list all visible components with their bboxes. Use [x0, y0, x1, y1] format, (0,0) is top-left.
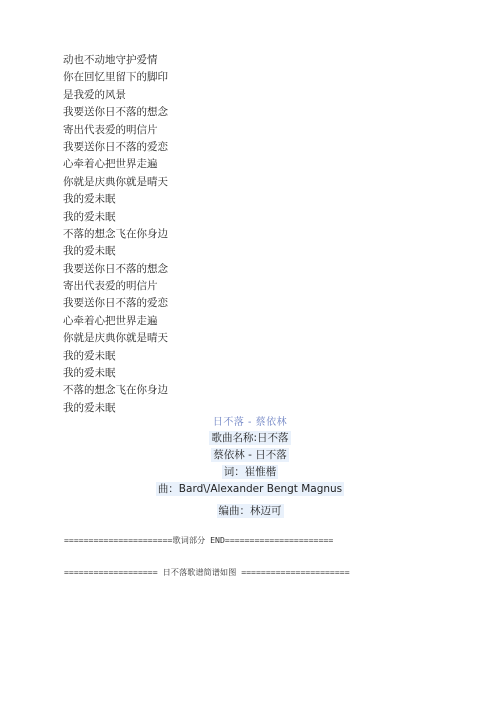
composer-credit [0, 481, 500, 496]
lyric-line: 我的爱未眠 [63, 367, 116, 380]
lyric-line: 我的爱未眠 [63, 349, 116, 362]
lyricist-text: 词：崔惟楷 [223, 466, 277, 478]
lyric-line: 你就是庆典你就是晴天 [63, 175, 168, 188]
lyric-line: 寄出代表爱的明信片 [63, 280, 158, 293]
arranger-credit [0, 503, 500, 518]
artist-text: 蔡依林 - 日不落 [213, 449, 287, 461]
lyric-line: 我要送你日不落的爱恋 [63, 297, 168, 310]
lyric-line: 你在回忆里留下的脚印 [63, 71, 168, 84]
lyric-line: 是我爱的风景 [63, 88, 126, 101]
lyric-line: 不落的想念飞在你身边 [63, 384, 168, 397]
composer-text: 曲：Bard\/Alexander Bengt Magnus [157, 483, 343, 495]
lyric-line: 寄出代表爱的明信片 [63, 123, 158, 136]
song-name-credit [0, 430, 500, 445]
lyric-line: 我的爱未眠 [63, 401, 116, 414]
lyric-line: 心牵着心把世界走遍 [63, 314, 158, 327]
song-name-text: 歌曲名称:日不落 [211, 432, 289, 444]
lyric-line: 我要送你日不落的爱恋 [63, 140, 168, 153]
lyric-line: 不落的想念飞在你身边 [63, 227, 168, 240]
lyric-line: 我的爱未眠 [63, 245, 116, 258]
lyric-line: 我要送你日不落的想念 [63, 262, 168, 275]
lyricist-credit [0, 464, 500, 479]
lyric-line: 你就是庆典你就是晴天 [63, 332, 168, 345]
lyric-line: 我的爱未眠 [63, 210, 116, 223]
lyric-line: 我的爱未眠 [63, 193, 116, 206]
lyric-line: 动也不动地守护爱情 [63, 54, 158, 66]
lyrics-end-divider: ======================歌词部分 END====================== [64, 535, 334, 545]
lyric-line: 心牵着心把世界走遍 [63, 158, 158, 171]
lyric-line: 我要送你日不落的想念 [63, 106, 168, 119]
artist-credit [0, 447, 500, 462]
arranger-text: 编曲：林迈可 [218, 505, 282, 517]
song-heading: 日不落 - 蔡依林 [212, 417, 288, 428]
score-section-divider: =================== 日不落歌谱简谱如图 ====================== [64, 567, 350, 577]
lyrics-list [63, 52, 243, 417]
